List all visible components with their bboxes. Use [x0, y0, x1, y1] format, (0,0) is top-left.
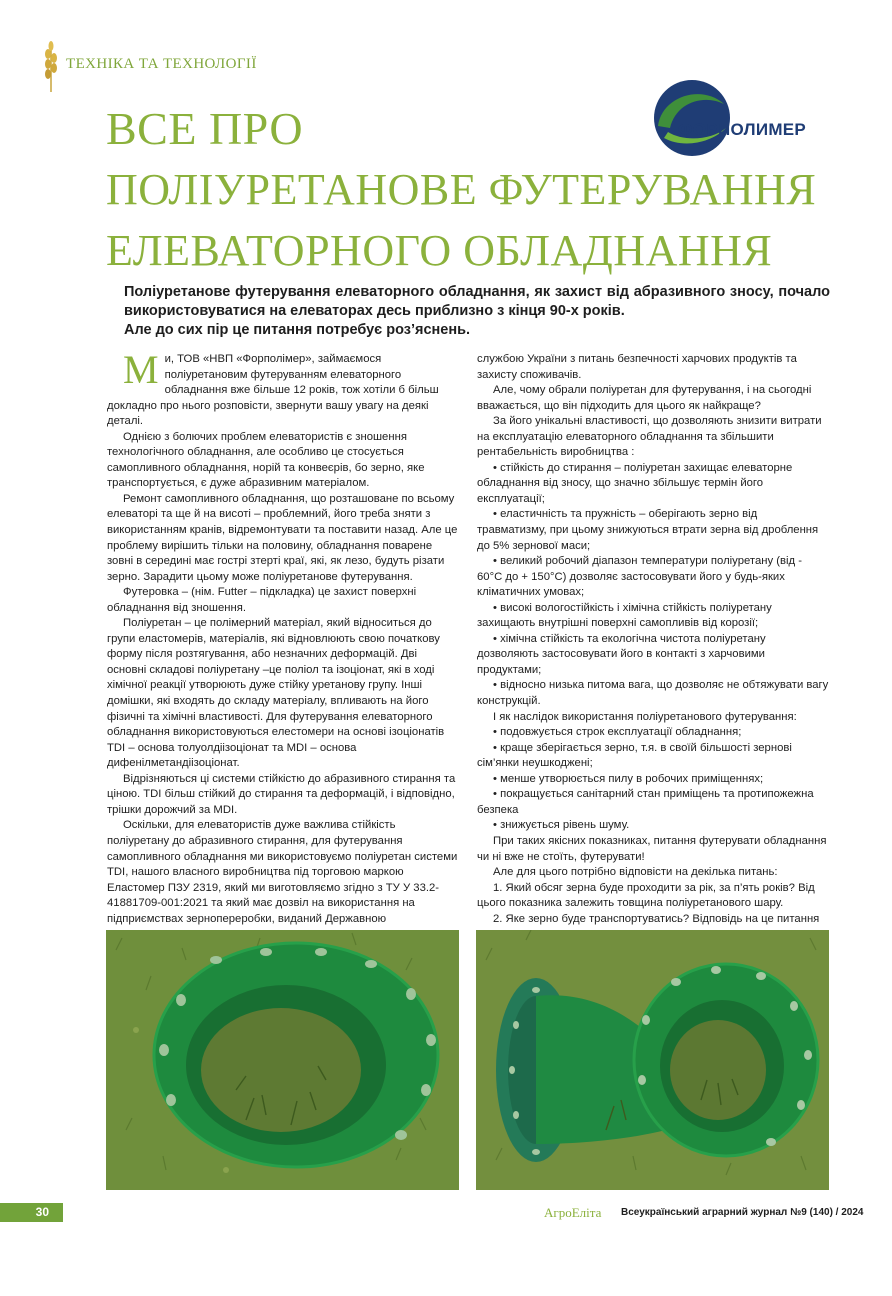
- lead-text-2: Але до сих пір це питання потребує роз’яснень.: [124, 322, 471, 338]
- section-label: ТЕХНІКА ТА ТЕХНОЛОГІЇ: [66, 56, 257, 72]
- article-title-line-2: ПОЛІУРЕТАНОВЕ ФУТЕРУВАННЯ: [106, 165, 817, 214]
- list-item: • краще зберігається зерно, т.я. в своїй більшості зернові сім’янки неушкоджені;: [477, 741, 792, 770]
- drop-cap: М: [123, 347, 159, 392]
- footer-brand: АгроЕліта: [544, 1205, 602, 1220]
- paragraph: Оскільки, для елеватористів дуже важлива стійкість поліуретану до абразивного стирання, для футерування самопливного обладнання ми використовуємо поліуретан системи TDI, нашого власного виробництва під торговою маркою Еластомер ПЗУ 2319, який ми виготовляємо згідно з ТУ У 33.2-41881709-001:2021 та який має дозвіл на використання на підприємствах зернопереробки, виданий Державною: [107, 819, 458, 925]
- wheat-icon: [40, 40, 62, 92]
- right-column: [477, 352, 829, 958]
- paragraph: Футеровка – (нім. Futter – підкладка) це захист поверхні обладнання від зношення.: [107, 586, 417, 614]
- paragraph: При таких якісних показниках, питання футерувати обладнання чи ні вже не стоїть, футерувати!: [477, 834, 827, 863]
- list-item: • еластичність та пружність – оберігають зерно від травматизму, при цьому знижуються втрати зерна від дроблення до 5% зернової маси;: [477, 508, 819, 552]
- list-item: • знижується рівень шуму.: [493, 819, 630, 832]
- paragraph-intro: [107, 347, 459, 430]
- article-title-line-3: ЕЛЕВАТОРНОГО ОБЛАДНАННЯ: [106, 226, 773, 275]
- list-item: • відносно низька питома вага, що дозволяє не обтяжувати вагу конструкцій.: [477, 679, 829, 708]
- page-number: 30: [0, 1203, 63, 1222]
- company-logo: [652, 78, 832, 158]
- list-item: 1. Який обсяг зерна буде проходити за рік, за п’ять років? Від цього показника залежить товщина поліуретанового шару.: [477, 881, 815, 910]
- list-item: • великий робочий діапазон температури поліуретану (від - 60°С до + 150°С) дозволяє застосовувати його у будь-яких кліматичних умовах;: [477, 555, 803, 599]
- logo-wordmark: ФОРПОЛИМЕР: [678, 120, 807, 139]
- logo-swirl-icon: [652, 78, 732, 158]
- list-item: • подовжується строк експлуатації обладнання;: [493, 726, 742, 739]
- list-item: • стійкість до стирання – поліуретан захищає елеваторне обладнання від зносу, що значно збільшує термін його експлуатації;: [477, 461, 793, 505]
- list-item: • хімічна стійкість та екологічна чистота поліуретану дозволяють застосовувати його в контакті з харчовими продуктами;: [477, 632, 766, 676]
- photo-flanged-pipe: [106, 930, 459, 1190]
- lead-paragraph: [124, 283, 830, 340]
- photo-flanged-pipes-pair: [476, 930, 829, 1190]
- paragraph: Але, чому обрали поліуретан для футерування, і на сьогодні вважається, що він підходить для цього як найкраще?: [477, 384, 812, 412]
- lead-text-1: Поліуретанове футерування елеваторного обладнання, як захист від абразивного зносу, почало використовуватися на елеваторах десь приблизно з кінця 90-х років.: [124, 284, 830, 319]
- paragraph: І як наслідок використання поліуретанового футерування:: [493, 710, 797, 723]
- paragraph-intro-text: и, ТОВ «НВП «Форполімер», займаємося поліуретановим футеруванням елеваторного обладнання вже більше 12 років, тож хотіли б більш докладно про нього розповісти, звернути вашу увагу на деякі деталі.: [107, 353, 439, 428]
- paragraph: службою України з питань безпечності харчових продуктів та захисту споживачів.: [477, 353, 797, 381]
- left-column: [107, 347, 459, 927]
- paragraph: Ремонт самопливного обладнання, що розташоване по всьому елеваторі та ще й на висоті – проблемний, його треба зняти з використанням кранів, відремонтувати та поставити назад. Але це проблему вирішить тільки на половину, обладнання поварене зовні в середині має гострі зтерті краї, які, як лезо, будуть різати зерно. Зарадити цьому може поліуретанове футерування.: [107, 492, 458, 583]
- article-title-line-1: ВСЕ ПРО: [106, 103, 304, 154]
- paragraph: Однією з болючих проблем елеватористів є зношення технологічного обладнання, але особливо це стосується самопливного обладнання, норій та конвеєрів, бо зерно, яке транспортується, є дуже абразивним матеріалом.: [107, 430, 425, 490]
- paragraph: За його унікальні властивості, що дозволяють знизити витрати на експлуатацію елеваторного обладнання та збільшити рентабельність виробництва :: [477, 415, 822, 459]
- paragraph: Відрізняються ці системи стійкістю до абразивного стирання та ціною. TDI більш стійкий до стирання та деформацій, і відповідно, трішки дорожчий за MDI.: [107, 772, 456, 816]
- paragraph: Поліуретан – це полімерний матеріал, який відноситься до групи еластомерів, матеріалів, які відновлюють свою початкову форму після розтягування, або незначних деформацій. Дві основні складові поліуретану –це поліол та ізоціонат, які в ході хімічної реакції утворюють дуже стійку уретанову групу. Інші домішки, які входять до складу матеріалу, впливають на його фізичні та хімічні властивості. Для футерування елеваторного обладнання використовуються елестомери на основі ізоціонатів TDI – основа толуолдіізоціонат та MDI – основа дифенілметандіізоціонат.: [107, 617, 445, 770]
- list-item: • високі вологостійкість і хімічна стійкість поліуретану захищають внутрішні поверхні самопливів від корозії;: [477, 601, 772, 630]
- paragraph: Але для цього потрібно відповісти на декілька питань:: [493, 866, 778, 879]
- list-item: • менше утворюється пилу в робочих приміщеннях;: [493, 772, 764, 785]
- list-item: 2. Яке зерно буде транспортуватись? Відповідь на це питання: [493, 912, 820, 925]
- list-item: • покращується санітарний стан приміщень та протипожежна безпека: [477, 788, 814, 816]
- footer-journal-title: Всеукраїнський аграрний журнал №9 (140) / 2024: [621, 1207, 864, 1218]
